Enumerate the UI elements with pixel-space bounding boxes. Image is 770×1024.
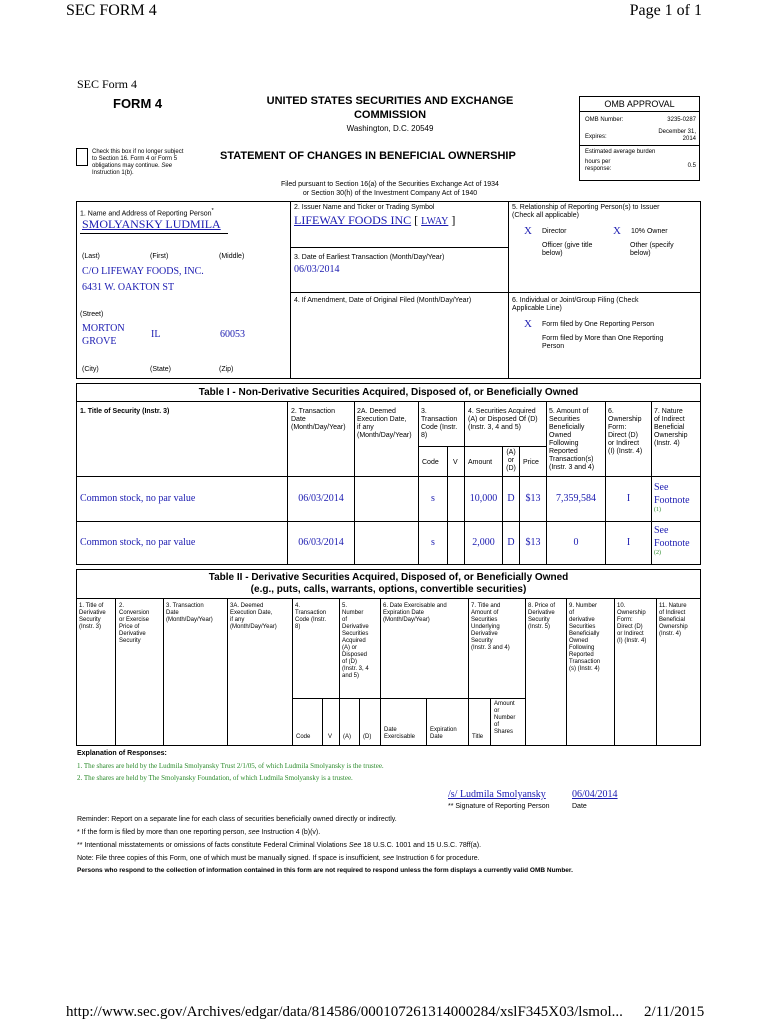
form-title: FORM 4 xyxy=(113,96,163,111)
row-price: $13 xyxy=(525,537,541,548)
signature-label: ** Signature of Reporting Person xyxy=(448,803,550,810)
note-copies: Note: File three copies of this Form, one of which must be manually signed. If space is insufficient, see Instruction 6 for procedure. xyxy=(77,855,480,862)
omb-expires-label: Expires: xyxy=(585,134,607,140)
t1-col-date: 2. Transaction Date (Month/Day/Year) xyxy=(291,408,346,431)
row-ad: D xyxy=(507,493,515,504)
note-misstatements: ** Intentional misstatements or omissions of facts constitute Federal Criminal Violations See 18 U.S.C. 1001 and 15 U.S.C. 78ff(a). xyxy=(77,842,482,849)
table2-title: Table II - Derivative Securities Acquired, Disposed of, or Beneficially Owned (e.g., puts, calls, warrants, options, convertible securities) xyxy=(208,572,569,595)
box1-label: 1. Name and Address of Reporting Person* xyxy=(80,208,214,218)
table1-title: Table I - Non-Derivative Securities Acquired, Disposed of, or Beneficially Owned xyxy=(198,387,579,398)
t2-col-exercisable: 6. Date Exercisable and Expiration Date (Month/Day/Year) xyxy=(383,603,447,623)
t1-sub-v: V xyxy=(453,459,458,466)
t1-col-ownership-form: 6. Ownership Form: Direct (D) or Indirect (I) (Instr. 4) xyxy=(608,408,643,455)
t2-col-owned: 9. Number of derivative Securities Beneficially Owned Following Reported Transaction (s) (Instr. 4) xyxy=(569,603,601,672)
t1-col-acquired: 4. Securities Acquired (A) or Disposed Of (D) (Instr. 3, 4 and 5) xyxy=(468,408,538,431)
omb-hours-value: 0.5 xyxy=(687,163,696,169)
box5-label: 5. Relationship of Reporting Person(s) to Issuer (Check all applicable) xyxy=(512,204,660,219)
middle-label: (Middle) xyxy=(219,253,245,260)
filed-pursuant: Filed pursuant to Section 16(a) of the Securities Exchange Act of 1934 or Section 30(h) of the Investment Company Act of 1940 xyxy=(281,181,499,197)
reporting-person-name[interactable]: SMOLYANSKY LUDMILA xyxy=(82,217,221,231)
city-value: MORTON GROVE xyxy=(82,323,125,347)
t2-col-ownership-form: 10. Ownership Form: Direct (D) or Indirect (I) (Instr. 4) xyxy=(617,603,647,644)
row-date: 06/03/2014 xyxy=(298,537,344,548)
t2-col-title: 1. Title of Derivative Security (Instr. 3) xyxy=(79,603,106,630)
footnote-1: 1. The shares are held by the Ludmila Smolyansky Trust 2/1/05, of which Ludmila Smolyansky is the trustee. xyxy=(77,762,384,770)
earliest-transaction-date: 06/03/2014 xyxy=(294,264,340,275)
t2-sub-expiration: Expiration Date xyxy=(430,727,457,740)
address-line1: C/O LIFEWAY FOODS, INC. xyxy=(82,266,204,277)
signature-date: 06/04/2014 xyxy=(572,789,618,800)
t2-sub-d: (D) xyxy=(363,734,372,740)
ten-percent-owner-label: 10% Owner xyxy=(631,228,668,235)
row-owned: 0 xyxy=(573,537,579,548)
row-code: s xyxy=(431,493,435,504)
row-form: I xyxy=(626,493,631,504)
row-footnote-ref: (1) xyxy=(654,507,661,513)
omb-number-value: 3235-0287 xyxy=(667,117,696,123)
row-security-title: Common stock, no par value xyxy=(80,537,196,548)
box3-label: 3. Date of Earliest Transaction (Month/Day/Year) xyxy=(294,254,445,261)
print-footer-url[interactable]: http://www.sec.gov/Archives/edgar/data/814586/000107261314000284/xslF345X03/lsmol... xyxy=(66,1004,623,1020)
no-longer-subject-checkbox[interactable] xyxy=(76,148,88,166)
t2-col-underlying: 7. Title and Amount of Securities Underlying Derivative Security (Instr. 3 and 4) xyxy=(471,603,510,651)
officer-label: Officer (give title below) xyxy=(542,242,593,257)
omb-approval-box xyxy=(579,96,700,181)
agency-line2: COMMISSION xyxy=(353,109,427,121)
row-footnote-ref: (2) xyxy=(654,550,661,556)
issuer-name[interactable]: LIFEWAY FOODS INC [ LWAY ] xyxy=(294,213,456,227)
zip-label: (Zip) xyxy=(219,366,234,373)
address-line2: 6431 W. OAKTON ST xyxy=(82,282,175,293)
zip-value: 60053 xyxy=(220,329,245,340)
t2-sub-a: (A) xyxy=(343,734,351,740)
t1-col-amount-owned: 5. Amount of Securities Beneficially Owned Following Reported Transaction(s) (Instr. 3 and 4) xyxy=(549,408,595,471)
street-label: (Street) xyxy=(80,311,104,318)
row-code: s xyxy=(431,537,435,548)
box4-label: 4. If Amendment, Date of Original Filed (Month/Day/Year) xyxy=(294,297,472,304)
sec-form-label: SEC Form 4 xyxy=(77,77,138,91)
row-form: I xyxy=(626,537,631,548)
box6-label: 6. Individual or Joint/Group Filing (Check Applicable Line) xyxy=(512,297,639,312)
row-security-title: Common stock, no par value xyxy=(80,493,196,504)
one-reporting-person-mark[interactable]: X xyxy=(524,318,532,330)
signature-name: /s/ Ludmila Smolyansky xyxy=(448,789,546,800)
explanation-title: Explanation of Responses: xyxy=(77,750,167,757)
director-label: Director xyxy=(542,228,567,235)
t2-col-code: 4. Transaction Code (Instr. 8) xyxy=(295,603,327,630)
row-amount: 2,000 xyxy=(472,537,495,548)
t2-sub-v: V xyxy=(328,734,333,740)
t1-sub-amount: Amount xyxy=(468,459,493,466)
other-label: Other (specify below) xyxy=(630,242,674,257)
omb-burden-label: Estimated average burden xyxy=(585,149,656,155)
row-owned: 7,359,584 xyxy=(556,493,596,504)
director-mark[interactable]: X xyxy=(524,225,532,237)
checkbox-instructions: Check this box if no longer subject to Section 16. Form 4 or Form 5 obligations may continue. See Instruction 1(b). xyxy=(92,149,184,176)
t1-sub-price: Price xyxy=(523,459,539,466)
statement-title: STATEMENT OF CHANGES IN BENEFICIAL OWNERSHIP xyxy=(220,150,516,162)
last-label: (Last) xyxy=(82,253,100,260)
t2-sub-amount: Amount or Number of Shares xyxy=(494,701,516,735)
note-multiple-persons: * If the form is filed by more than one reporting person, see Instruction 4 (b)(v). xyxy=(77,829,321,836)
print-header-page: Page 1 of 1 xyxy=(629,2,702,19)
t2-col-deemed: 3A. Deemed Execution Date, if any (Month/Day/Year) xyxy=(230,603,277,630)
state-label: (State) xyxy=(150,366,172,373)
t1-col-nature: 7. Nature of Indirect Beneficial Ownership (Instr. 4) xyxy=(654,408,688,447)
t2-col-price: 8. Price of Derivative Security (Instr. 5) xyxy=(528,603,556,630)
print-footer-date: 2/11/2015 xyxy=(644,1004,705,1020)
omb-hours-label: hours per response: xyxy=(585,159,612,172)
omb-number-label: OMB Number: xyxy=(585,117,624,123)
row-nature: See Footnote xyxy=(654,525,690,549)
print-header-title: SEC FORM 4 xyxy=(66,2,157,19)
reminder-note: Reminder: Report on a separate line for each class of securities beneficially owned directly or indirectly. xyxy=(77,816,397,823)
box2-label: 2. Issuer Name and Ticker or Trading Symbol xyxy=(294,204,435,211)
ten-percent-owner-mark[interactable]: X xyxy=(613,225,621,237)
t1-sub-ad: (A) or (D) xyxy=(506,449,516,472)
first-label: (First) xyxy=(150,253,169,260)
row-price: $13 xyxy=(525,493,541,504)
t1-col-code: 3. Transaction Code (Instr. 8) xyxy=(421,408,458,439)
row-ad: D xyxy=(507,537,515,548)
t2-col-conversion: 2. Conversion or Exercise Price of Derivative Security xyxy=(119,603,150,644)
t1-col-title: 1. Title of Security (Instr. 3) xyxy=(80,408,170,415)
agency-line1: UNITED STATES SECURITIES AND EXCHANGE xyxy=(266,95,514,107)
omb-expires-value: December 31, 2014 xyxy=(658,129,696,142)
t2-sub-code: Code xyxy=(296,734,311,740)
t2-sub-title: Title xyxy=(472,734,484,740)
agency-city: Washington, D.C. 20549 xyxy=(346,124,434,133)
t2-col-nature: 11. Nature of Indirect Beneficial Ownership (Instr. 4) xyxy=(659,603,688,637)
more-reporting-persons-label: Form filed by More than One Reporting Person xyxy=(542,335,664,350)
t1-sub-code: Code xyxy=(422,459,439,466)
t2-col-number: 5. Number of Derivative Securities Acquired (A) or Disposed of (D) (Instr. 3, 4 and 5) xyxy=(342,603,369,679)
row-nature: See Footnote xyxy=(654,482,690,506)
omb-title: OMB APPROVAL xyxy=(580,97,699,112)
signature-date-label: Date xyxy=(572,803,587,810)
one-reporting-person-label: Form filed by One Reporting Person xyxy=(542,321,655,328)
footnote-2: 2. The shares are held by The Smolyansky Foundation, of which Ludmila Smolyansky is a trustee. xyxy=(77,774,353,782)
t2-sub-exercisable: Date Exercisable xyxy=(384,727,416,740)
city-label: (City) xyxy=(82,366,99,373)
state-value: IL xyxy=(151,329,161,340)
t1-col-deemed: 2A. Deemed Execution Date, if any (Month/Day/Year) xyxy=(357,408,412,439)
row-amount: 10,000 xyxy=(469,493,498,504)
row-date: 06/03/2014 xyxy=(298,493,344,504)
note-omb-validity: Persons who respond to the collection of information contained in this form are not required to respond unless the form displays a currently valid OMB Number. xyxy=(77,867,573,874)
t2-col-date: 3. Transaction Date (Month/Day/Year) xyxy=(166,603,213,623)
